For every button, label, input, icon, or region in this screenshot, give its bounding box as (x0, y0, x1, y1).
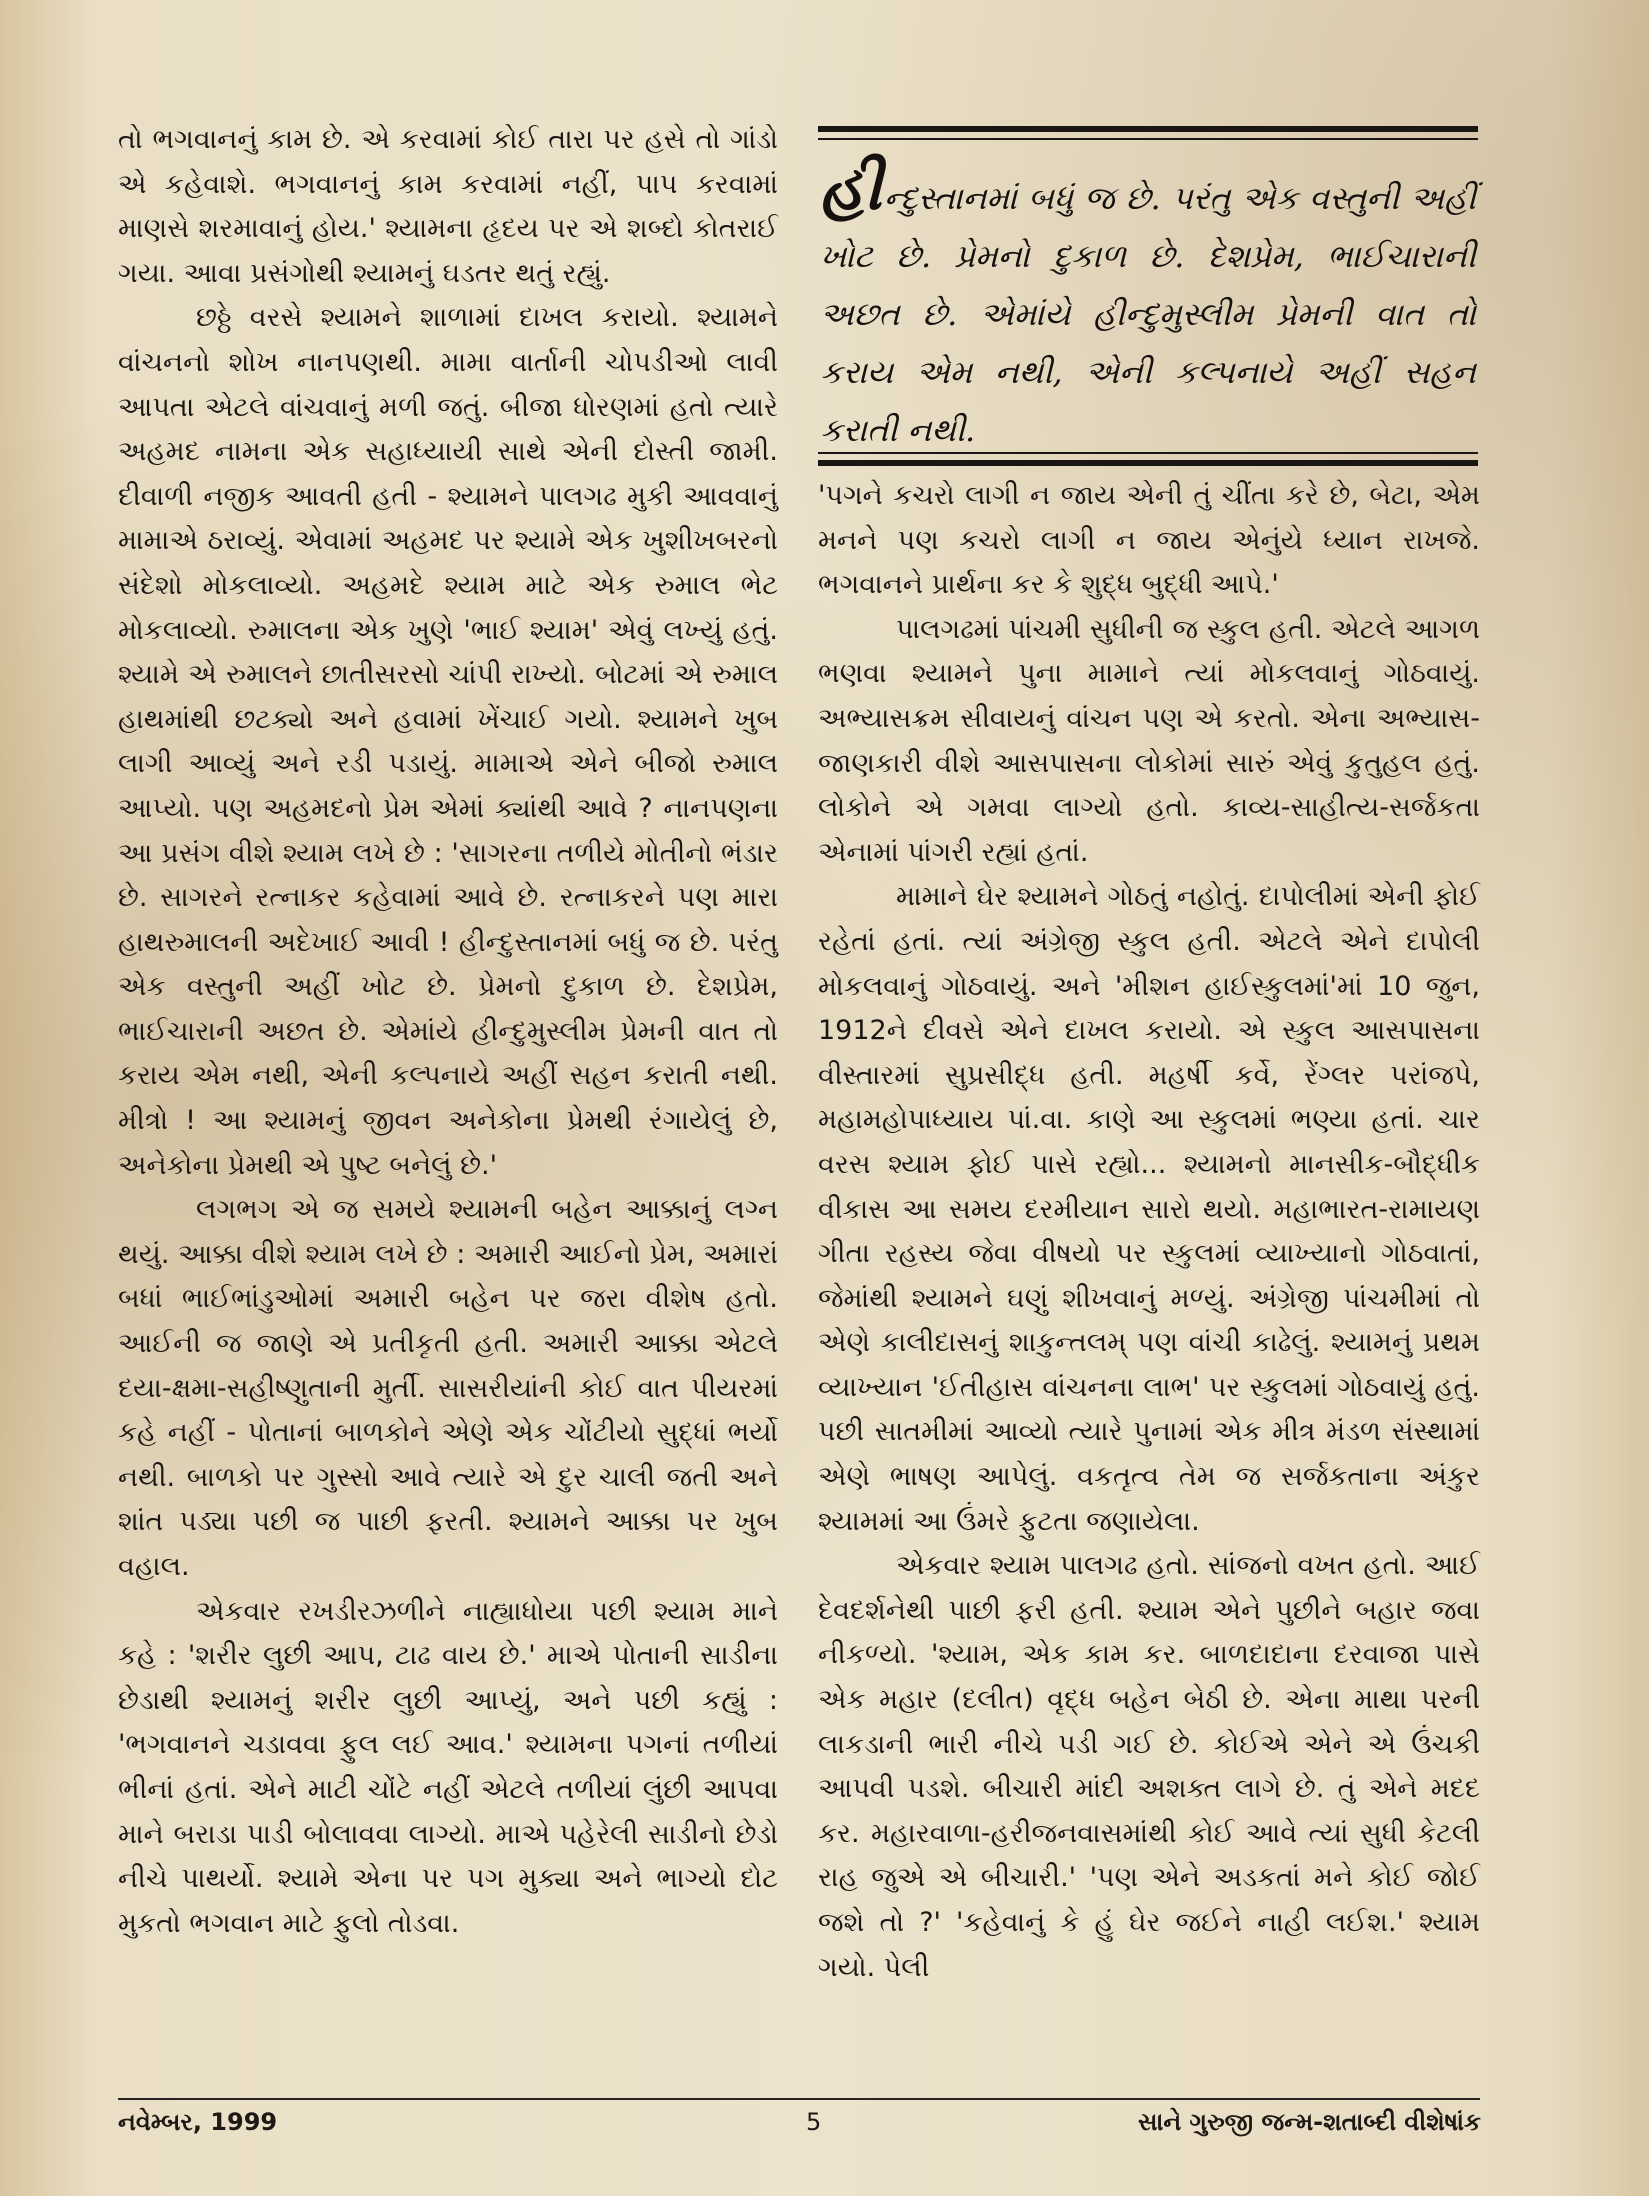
pullquote-bottom-rule (818, 460, 1478, 466)
right-column (818, 474, 1480, 1990)
pull-quote (820, 151, 1476, 459)
pullquote-top-rule (818, 126, 1478, 132)
paragraph: તો ભગવાનનું કામ છે. એ કરવામાં કોઈ તારા પર હસે તો ગાંડો એ કહેવાશે. ભગવાનનું કામ કરવામાં નહીં, પાપ કરવામાં માણસે શરમાવાનું હોય.' શ્યામના હૃદય પર એ શબ્દો કોતરાઈ ગયા. આવા પ્રસંગોથી શ્યામનું ઘડતર થતું રહ્યું. (118, 124, 778, 289)
pullquote-bottom-rule-thin (818, 452, 1478, 454)
paragraph: 'પગને કચરો લાગી ન જાય એની તું ચીંતા કરે છે, બેટા, એમ મનને પણ કચરો લાગી ન જાય એનુંયે ધ્યાન રાખજે. ભગવાનને પ્રાર્થના કર કે શુદ્ધ બુદ્ધી આપે.' (818, 480, 1480, 601)
paragraph: એકવાર શ્યામ પાલગઢ હતો. સાંજનો વખત હતો. આઈ દેવદર્શનેથી પાછી ફરી હતી. શ્યામ એને પુછીને બહાર જવા નીકળ્યો. 'શ્યામ, એક કામ કર. બાળદાદાના દરવાજા પાસે એક મહાર (દલીત) વૃદ્ધ બહેન બેઠી છે. એના માથા પરની લાકડાની ભારી નીચે પડી ગઈ છે. કોઈએ એને એ ઉંચકી આપવી પડશે. બીચારી માંદી અશક્ત લાગે છે. તું એને મદદ કર. મહારવાળા-હરીજનવાસમાંથી કોઈ આવે ત્યાં સુધી કેટલી રાહ જુએ એ બીચારી.' 'પણ એને અડકતાં મને કોઈ જોઈ જશે તો ?' 'કહેવાનું કે હું ઘેર જઈને નાહી લઈશ.' શ્યામ ગયો. પેલી (818, 1550, 1480, 1983)
pullquote-text: ન્દુસ્તાનમાં બધું જ છે. પરંતુ એક વસ્તુની અહીં ખોટ છે. પ્રેમનો દુકાળ છે. દેશપ્રેમ, ભાઈચારાની અછત છે. એમાંયે હીન્દુમુસ્લીમ પ્રેમની વાત તો કરાય એમ નથી, એની કલ્પનાયે અહીં સહન કરાતી નથી. (820, 179, 1476, 449)
paragraph: પાલગઢમાં પાંચમી સુધીની જ સ્કુલ હતી. એટલે આગળ ભણવા શ્યામને પુના મામાને ત્યાં મોકલવાનું ગોઠવાયું. અભ્યાસક્રમ સીવાયનું વાંચન પણ એ કરતો. એના અભ્યાસ-જાણકારી વીશે આસપાસના લોકોમાં સારું એવું કુતુહલ હતું. લોકોને એ ગમવા લાગ્યો હતો. કાવ્ય-સાહીત્ય-સર્જકતા એનામાં પાંગરી રહ્યાં હતાં. (818, 613, 1480, 868)
footer-rule (118, 2098, 1480, 2100)
footer-date: નવેમ્બર, 1999 (118, 2108, 278, 2136)
page-number: 5 (806, 2108, 822, 2136)
left-column (118, 118, 778, 1946)
publication-title: સાને ગુરુજી જન્મ-શતાબ્દી વીશેષાંક (1138, 2108, 1481, 2136)
paragraph: લગભગ એ જ સમયે શ્યામની બહેન આક્કાનું લગ્ન થયું. આક્કા વીશે શ્યામ લખે છે : અમારી આઈનો પ્રેમ, અમારાં બધાં ભાઈભાંડુઓમાં અમારી બહેન પર જરા વીશેષ હતો. આઈની જ જાણે એ પ્રતીકૃતી હતી. અમારી આક્કા એટલે દયા-ક્ષમા-સહીષ્ણુતાની મુર્તી. સાસરીયાંની કોઈ વાત પીયરમાં કહે નહીં - પોતાનાં બાળકોને એણે એક ચોંટીયો સુદ્ધાં ભર્યો નથી. બાળકો પર ગુસ્સો આવે ત્યારે એ દુર ચાલી જતી અને શાંત પડ્યા પછી જ પાછી ફરતી. શ્યામને આક્કા પર ખુબ વહાલ. (118, 1194, 778, 1582)
pullquote-top-rule-thin (818, 138, 1478, 140)
paragraph: મામાને ઘેર શ્યામને ગોઠતું નહોતું. દાપોલીમાં એની ફોઈ રહેતાં હતાં. ત્યાં અંગ્રેજી સ્કુલ હતી. એટલે એને દાપોલી મોકલવાનું ગોઠવાયું. અને 'મીશન હાઈસ્કુલમાં'માં 10 જુન, 1912ને દીવસે એને દાખલ કરાયો. એ સ્કુલ આસપાસના વીસ્તારમાં સુપ્રસીદ્ધ હતી. મહર્ષી કર્વે, રેંગ્લર પરાંજપે, મહામહોપાધ્યાય પાં.વા. કાણે આ સ્કુલમાં ભણ્યા હતાં. ચાર વરસ શ્યામ ફોઈ પાસે રહ્યો... શ્યામનો માનસીક-બૌદ્ધીક વીકાસ આ સમય દરમીયાન સારો થયો. મહાભારત-રામાયણ ગીતા રહસ્ય જેવા વીષયો પર સ્કુલમાં વ્યાખ્યાનો ગોઠવાતાં, જેમાંથી શ્યામને ઘણું શીખવાનું મળ્યું. અંગ્રેજી પાંચમીમાં તો એણે કાલીદાસનું શાકુન્તલમ્ પણ વાંચી કાઢેલું. શ્યામનું પ્રથમ વ્યાખ્યાન 'ઈતીહાસ વાંચનના લાભ' પર સ્કુલમાં ગોઠવાયું હતું. પછી સાતમીમાં આવ્યો ત્યારે પુનામાં એક મીત્ર મંડળ સંસ્થામાં એણે ભાષણ આપેલું. વકતૃત્વ તેમ જ સર્જકતાના અંકુર શ્યામમાં આ ઉંમરે ફુટતા જણાયેલા. (818, 881, 1480, 1537)
paragraph: છઠ્ઠે વરસે શ્યામને શાળામાં દાખલ કરાયો. શ્યામને વાંચનનો શોખ નાનપણથી. મામા વાર્તાની ચોપડીઓ લાવી આપતા એટલે વાંચવાનું મળી જતું. બીજા ધોરણમાં હતો ત્યારે અહમદ નામના એક સહાધ્યાયી સાથે એની દોસ્તી જામી. દીવાળી નજીક આવતી હતી - શ્યામને પાલગઢ મુકી આવવાનું મામાએ ઠરાવ્યું. એવામાં અહમદ પર શ્યામે એક ખુશીખબરનો સંદેશો મોકલાવ્યો. અહમદે શ્યામ માટે એક રુમાલ ભેટ મોકલાવ્યો. રુમાલના એક ખુણે 'ભાઈ શ્યામ' એવું લખ્યું હતું. શ્યામે એ રુમાલને છાતીસરસો ચાંપી રાખ્યો. બોટમાં એ રુમાલ હાથમાંથી છટક્યો અને હવામાં ખેંચાઈ ગયો. શ્યામને ખુબ લાગી આવ્યું અને રડી પડાયું. મામાએ એને બીજો રુમાલ આપ્યો. પણ અહમદનો પ્રેમ એમાં ક્યાંથી આવે ? નાનપણના આ પ્રસંગ વીશે શ્યામ લખે છે : 'સાગરના તળીયે મોતીનો ભંડાર છે. સાગરને રત્નાકર કહેવામાં આવે છે. રત્નાકરને પણ મારા હાથરુમાલની અદેખાઈ આવી ! હીન્દુસ્તાનમાં બધું જ છે. પરંતુ એક વસ્તુની અહીં ખોટ છે. પ્રેમનો દુકાળ છે. દેશપ્રેમ, ભાઈચારાની અછત છે. એમાંયે હીન્દુમુસ્લીમ પ્રેમની વાત તો કરાય એમ નથી, એની કલ્પનાયે અહીં સહન કરાતી નથી. મીત્રો ! આ શ્યામનું જીવન અનેકોના પ્રેમથી રંગાયેલું છે, અનેકોના પ્રેમથી એ પુષ્ટ બનેલું છે.' (118, 302, 778, 1181)
pullquote-dropcap: હી (820, 151, 882, 224)
paragraph: એકવાર રખડીરઝળીને નાહ્યાધોયા પછી શ્યામ માને કહે : 'શરીર લુછી આપ, ટાઢ વાય છે.' માએ પોતાની સાડીના છેડાથી શ્યામનું શરીર લુછી આપ્યું, અને પછી કહ્યું : 'ભગવાનને ચડાવવા ફુલ લઈ આવ.' શ્યામના પગનાં તળીયાં ભીનાં હતાં. એને માટી ચોંટે નહીં એટલે તળીયાં લુંછી આપવા માને બરાડા પાડી બોલાવવા લાગ્યો. માએ પહેરેલી સાડીનો છેડો નીચે પાથર્યો. શ્યામે એના પર પગ મુક્યા અને ભાગ્યો દોટ મુકતો ભગવાન માટે ફુલો તોડવા. (118, 1595, 778, 1939)
